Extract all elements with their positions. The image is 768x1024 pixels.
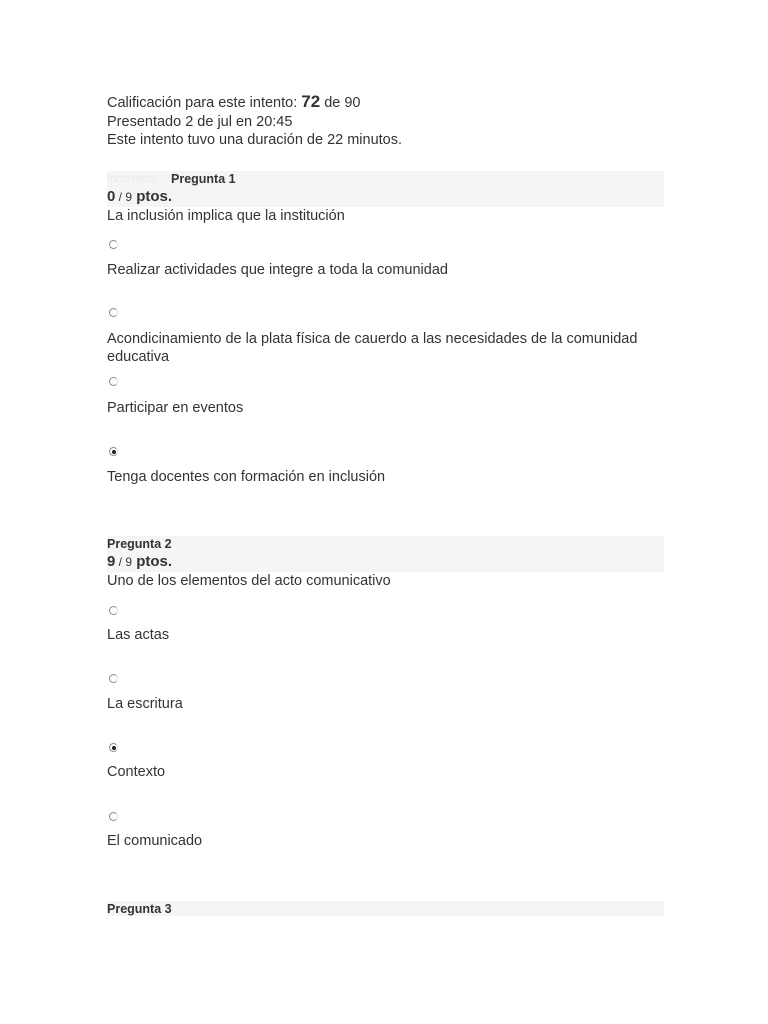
question-points [107, 188, 172, 205]
answer-label: Acondicinamiento de la plata física de cauerdo a las necesidades de la comunidad educativa [107, 331, 638, 365]
question-text: La inclusión implica que la institución [107, 208, 345, 224]
score-prefix: Calificación para este intento: [107, 95, 302, 111]
answer-label: El comunicado [107, 833, 203, 849]
radio-button-selected[interactable] [109, 743, 118, 752]
answer-label: Las actas [107, 627, 170, 643]
radio-button-selected[interactable] [109, 447, 118, 456]
duration-line: Este intento tuvo una duración de 22 minutos. [107, 132, 403, 148]
score-value: 72 [301, 92, 321, 111]
radio-button[interactable] [109, 812, 118, 821]
answer-label: Realizar actividades que integre a toda la comunidad [107, 262, 448, 278]
points-max: / 9 [115, 190, 133, 204]
question-header [107, 171, 664, 207]
question-header [107, 901, 664, 916]
submitted-line: Presentado 2 de jul en 20:45 [107, 113, 293, 130]
question-title: Pregunta 2 [107, 537, 172, 551]
score-suffix: de 90 [320, 95, 361, 111]
attempt-summary [107, 93, 402, 150]
points-unit: ptos. [132, 553, 173, 570]
question-3 [107, 901, 664, 916]
question-1 [107, 171, 664, 485]
question-header [107, 536, 664, 572]
points-unit: ptos. [132, 188, 173, 205]
radio-button[interactable] [109, 308, 118, 317]
question-title: Pregunta 3 [107, 902, 172, 916]
radio-button[interactable] [109, 606, 118, 615]
points-earned: 0 [107, 188, 116, 205]
answer-label: Participar en eventos [107, 400, 244, 416]
question-text: Uno de los elementos del acto comunicativo [107, 573, 391, 589]
radio-button[interactable] [109, 240, 118, 249]
points-max: / 9 [115, 555, 133, 569]
radio-button[interactable] [109, 377, 118, 386]
answer-label: La escritura [107, 696, 183, 712]
score-line [107, 93, 402, 113]
incorrect-label: Incorrecto [107, 173, 156, 185]
points-earned: 9 [107, 553, 116, 570]
answer-label: Tenga docentes con formación en inclusión [107, 469, 386, 485]
question-points [107, 553, 172, 570]
question-title: Pregunta 1 [171, 172, 236, 186]
answer-label: Contexto [107, 764, 166, 780]
question-2 [107, 536, 664, 849]
radio-button[interactable] [109, 674, 118, 683]
